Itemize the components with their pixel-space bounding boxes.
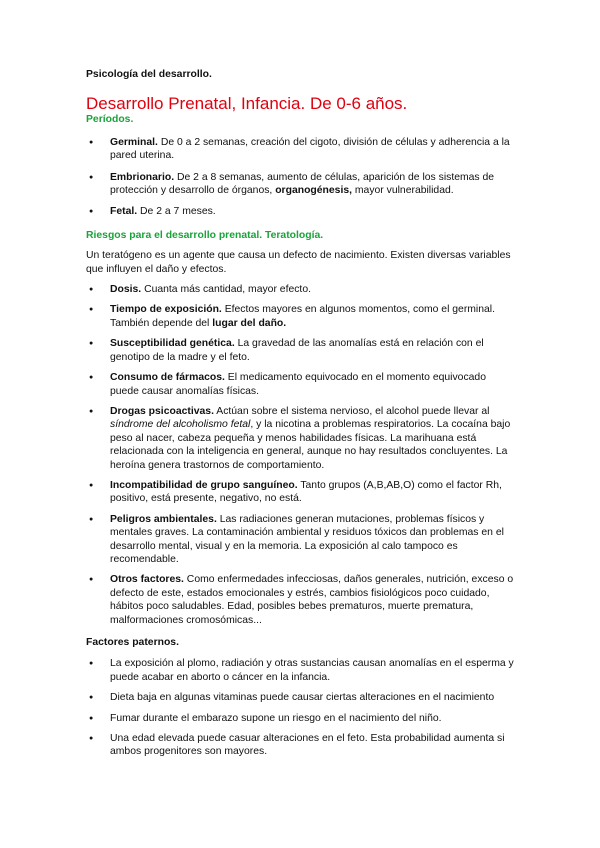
list-item: ● Otros factores. Como enfermedades infecciosas, daños generales, nutrición, exceso o defecto de este, estados emocionales y estrés, cambios fisiológicos poco cuidado, hábitos poco saludables. Edad, posibles bebes prematuros, muerte prematura, malformaciones cromosómicas... [86, 573, 516, 627]
paternal-heading: Factores paternos. [86, 637, 179, 648]
periods-list [86, 136, 516, 219]
list-item: ● Una edad elevada puede casuar alteraciones en el feto. Esta probabilidad aumenta si ambos progenitores son mayores. [86, 732, 516, 759]
page-title: Desarrollo Prenatal, Infancia. De 0-6 años. [86, 94, 408, 114]
risks-list [86, 283, 516, 627]
list-item: ● Incompatibilidad de grupo sanguíneo. Tanto grupos (A,B,AB,O) como el factor Rh, positivo, está presente, negativo, no está. [86, 479, 516, 506]
list-item: ● Tiempo de exposición. Efectos mayores en algunos momentos, como el germinal. También depende del lugar del daño. [86, 303, 516, 330]
risks-heading: Riesgos para el desarrollo prenatal. Teratología. [86, 229, 324, 241]
risks-intro: Un teratógeno es un agente que causa un defecto de nacimiento. Existen diversas variables que influyen el daño y efectos. [86, 250, 511, 275]
list-item: ● Consumo de fármacos. El medicamento equivocado en el momento equivocado puede causar anomalías físicas. [86, 371, 516, 398]
list-item: ● Fumar durante el embarazo supone un riesgo en el nacimiento del niño. [86, 712, 516, 725]
list-item: ● Dosis. Cuanta más cantidad, mayor efecto. [86, 283, 516, 296]
document-body [86, 68, 516, 759]
list-item: ● Embrionario. De 2 a 8 semanas, aumento de células, aparición de los sistemas de protección y desarrollo de órganos, organogénesis, mayor vulnerabilidad. [86, 171, 516, 198]
list-item: ● Susceptibilidad genética. La gravedad de las anomalías está en relación con el genotipo de la madre y el feto. [86, 337, 516, 364]
list-item: ● Peligros ambientales. Las radiaciones generan mutaciones, problemas físicos y mentales graves. La contaminación ambiental y residuos tóxicos dan problemas en el desarrollo mental, visual y en la memoria. La exposición al calo tampoco es recomendable. [86, 513, 516, 567]
paternal-list [86, 657, 516, 758]
periods-heading: Períodos. [86, 114, 134, 126]
list-item: ● Dieta baja en algunas vitaminas puede causar ciertas alteraciones en el nacimiento [86, 691, 516, 704]
list-item: ● Germinal. De 0 a 2 semanas, creación del cigoto, división de células y adherencia a la pared uterina. [86, 136, 516, 163]
subject-line: Psicología del desarrollo. [86, 69, 212, 80]
list-item: ● Drogas psicoactivas. Actúan sobre el sistema nervioso, el alcohol puede llevar al síndrome del alcoholismo fetal, y la nicotina a problemas respiratorios. La cocaína bajo peso al nacer, cabeza pequeña y menos habilidades físicas. La marihuana está relacionada con la inteligencia en general, aunque no hay resultados concluyentes. La heroína genera trastornos de comportamiento. [86, 405, 516, 472]
list-item: ● Fetal. De 2 a 7 meses. [86, 205, 516, 218]
list-item: ● La exposición al plomo, radiación y otras sustancias causan anomalías en el esperma y puede acabar en aborto o cáncer en la infancia. [86, 657, 516, 684]
